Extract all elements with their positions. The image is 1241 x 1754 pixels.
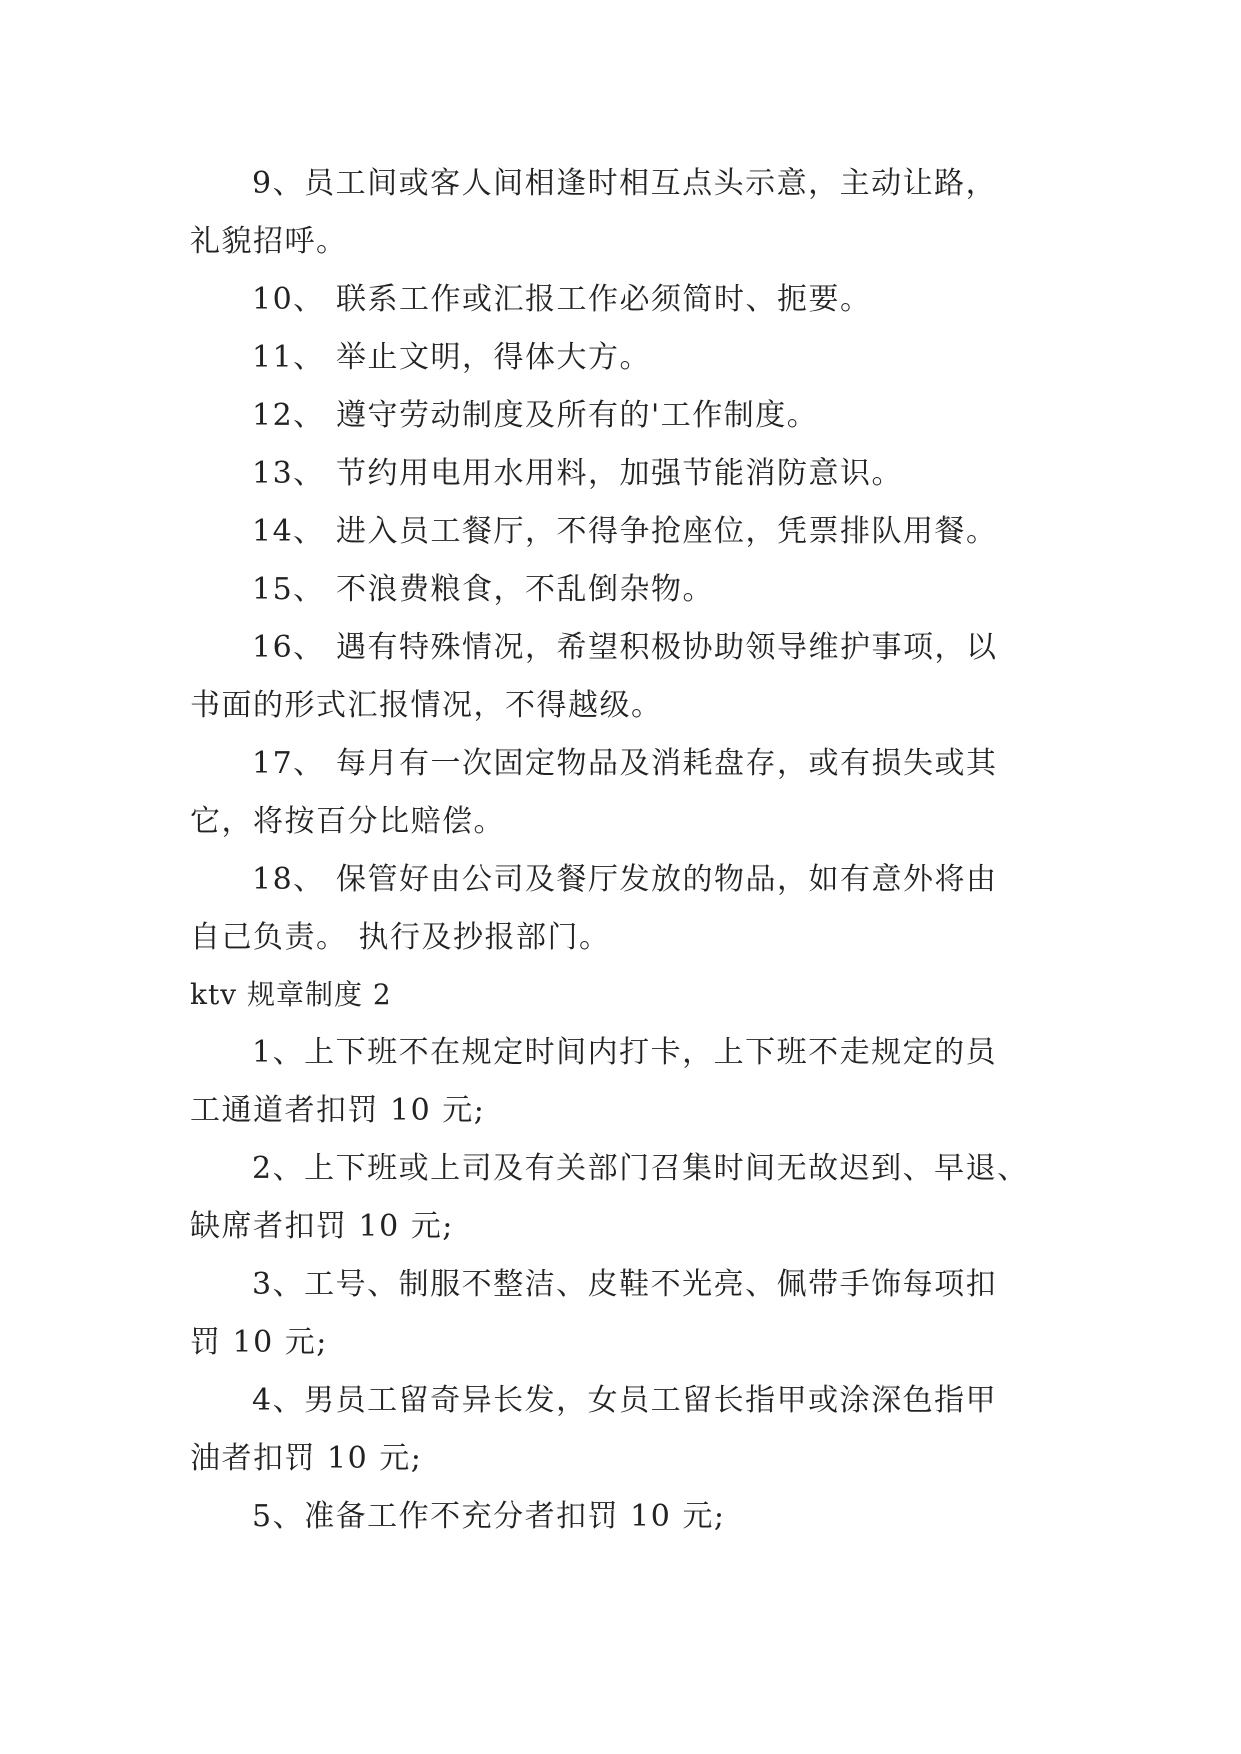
rule-item-10 [252, 280, 1142, 320]
rule-item-9 [252, 164, 1142, 204]
rule-item-18-cont: 自己负责。 执行及抄报部门。 [190, 920, 611, 955]
rule-number: 18、 [252, 862, 325, 897]
rule-text: 遵守劳动制度及所有的'工作制度。 [336, 398, 819, 433]
rule-number: 15、 [252, 572, 325, 607]
rule-text: 每月有一次固定物品及消耗盘存，或有损失或其 [336, 746, 998, 781]
rule-item-9-cont: 礼貌招呼。 [190, 224, 348, 259]
rule-text: 进入员工餐厅，不得争抢座位，凭票排队用餐。 [336, 514, 998, 549]
penalty-item-2-cont: 缺席者扣罚 10 元; [190, 1209, 454, 1244]
rule-text: 保管好由公司及餐厅发放的物品，如有意外将由 [336, 862, 998, 897]
rule-item-12 [252, 396, 1142, 436]
rule-item-11 [252, 338, 1142, 378]
penalty-item-3-cont: 罚 10 元; [190, 1325, 328, 1360]
section-title: ktv 规章制度 2 [190, 978, 392, 1011]
rule-text: 联系工作或汇报工作必须简时、扼要。 [336, 282, 872, 317]
rule-item-14 [252, 512, 1142, 552]
rule-text: 员工间或客人间相逢时相互点头示意，主动让路， [304, 166, 998, 201]
penalty-item-1-cont: 工通道者扣罚 10 元; [190, 1093, 486, 1128]
penalty-item-4: 4、男员工留奇异长发，女员工留长指甲或涂深色指甲 [252, 1383, 998, 1418]
rule-text: 举止文明，得体大方。 [336, 340, 651, 375]
rule-number: 10、 [252, 282, 325, 317]
rule-item-17 [252, 744, 1142, 784]
rule-number: 16、 [252, 630, 325, 665]
penalty-item-4-cont: 油者扣罚 10 元; [190, 1441, 423, 1476]
rule-item-15 [252, 570, 1142, 610]
rule-item-13 [252, 454, 1142, 494]
rule-text: 9、 [252, 166, 305, 201]
rule-text: 遇有特殊情况，希望积极协助领导维护事项，以 [336, 630, 998, 665]
rule-item-16-cont: 书面的形式汇报情况，不得越级。 [190, 688, 663, 723]
penalty-item-5: 5、准备工作不充分者扣罚 10 元; [252, 1499, 726, 1534]
rule-number: 11、 [252, 340, 325, 375]
rule-text: 节约用电用水用料，加强节能消防意识。 [336, 456, 903, 491]
rule-item-18 [252, 860, 1142, 900]
penalty-item-2: 2、上下班或上司及有关部门召集时间无故迟到、早退、 [252, 1151, 1029, 1186]
rule-item-17-cont: 它，将按百分比赔偿。 [190, 804, 505, 839]
rule-text: 不浪费粮食，不乱倒杂物。 [336, 572, 714, 607]
rule-number: 13、 [252, 456, 325, 491]
rule-number: 12、 [252, 398, 325, 433]
rule-number: 14、 [252, 514, 325, 549]
penalty-item-1: 1、上下班不在规定时间内打卡，上下班不走规定的员 [252, 1035, 998, 1070]
rule-item-16 [252, 628, 1142, 668]
penalty-item-3: 3、工号、制服不整洁、皮鞋不光亮、佩带手饰每项扣 [252, 1267, 998, 1302]
rule-number: 17、 [252, 746, 325, 781]
